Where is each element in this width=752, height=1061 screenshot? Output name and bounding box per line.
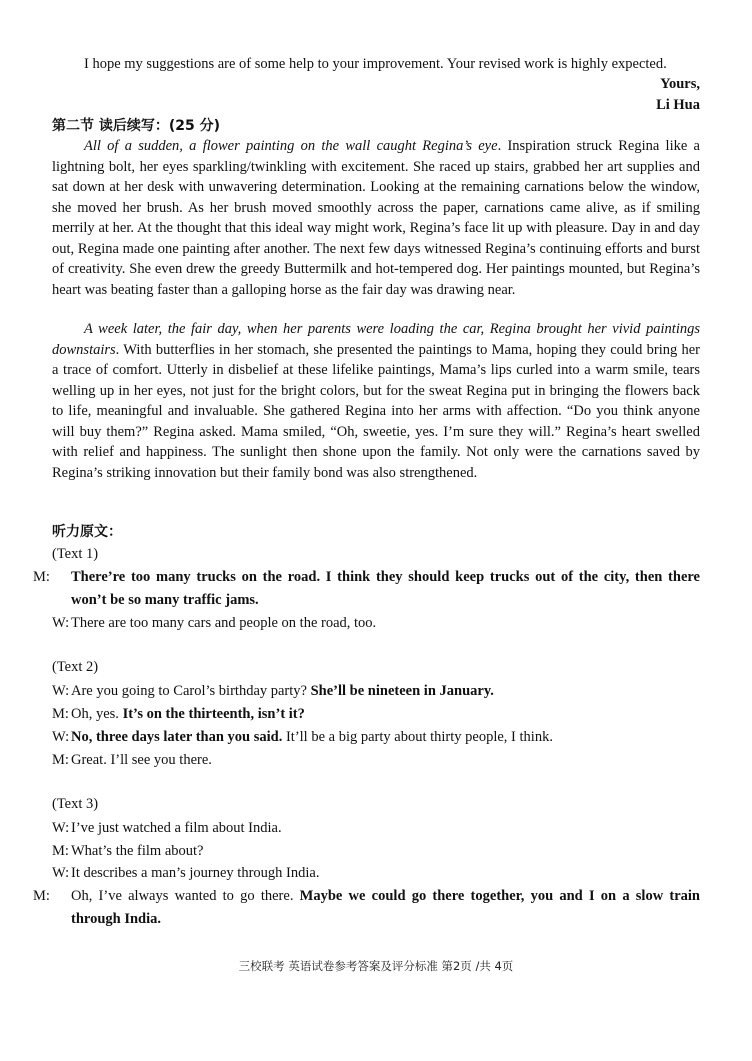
speaker-label: W: bbox=[52, 615, 70, 631]
page-footer: 三校联考 英语试卷参考答案及评分标准 第2页 /共 4页 bbox=[238, 959, 514, 973]
speaker-label: M: bbox=[33, 888, 50, 904]
key-sentence: She’ll be nineteen in January. bbox=[310, 683, 494, 699]
text-2-line-4 bbox=[52, 749, 700, 772]
text-3-line-4 bbox=[33, 885, 700, 930]
text-1-label: (Text 1) bbox=[52, 546, 99, 562]
key-sentence: There’re too many trucks on the road. I think they should keep trucks out of the city, then there won’t be so many traffic jams. bbox=[71, 569, 700, 608]
speaker-label: W: bbox=[52, 865, 70, 881]
text-1-line-1 bbox=[33, 566, 700, 611]
paragraph-1-body: . Inspiration struck Regina like a lightning bolt, her eyes sparkling/twinkling with excitement. She raced up stairs, grabbed her art supplies and sat down at her desk with unwavering determination. Looking at the remaining carnations below the window, she moved her brush. As her brush moved smoothly across the paper, carnations came alive, as if smiling merrily at her. At the thought that this ideal way might work, Regina’s face lit up with pleasure. Day in and day out, Regina made one painting after another. The next few days witnessed Regina’s continuing efforts and burst of creativity. She even drew the greedy Buttermilk and hot-tempered dog. Her paintings mounted, but Regina’s heart was beating faster than a galloping horse as the fair day was drawing near. bbox=[52, 138, 700, 298]
paragraph-2-opening-sentence: A week later, the fair day, when her parents were loading the car, Regina brought her vivid paintings downstairs bbox=[52, 321, 700, 358]
key-sentence: Maybe we could go there together, you and I on a slow train through India. bbox=[71, 888, 700, 927]
text-2-line-3 bbox=[52, 726, 700, 749]
letter-closing-line: I hope my suggestions are of some help to your improvement. Your revised work is highly expected. bbox=[84, 56, 667, 72]
dialogue-text: It describes a man’s journey through India. bbox=[71, 865, 320, 881]
dialogue-text: Are you going to Carol’s birthday party? bbox=[71, 683, 311, 699]
speaker-label: W: bbox=[52, 820, 70, 836]
text-2-line-1 bbox=[52, 680, 700, 703]
dialogue-text: Oh, I’ve always wanted to go there. bbox=[71, 888, 300, 904]
paragraph-2-body: . With butterflies in her stomach, she presented the paintings to Mama, hoping they could bring her a trace of comfort. Utterly in disbelief at these lifelike paintings, Mama’s lips curled into a warm smile, tears welling up in her eyes, not just for the bright colors, but for the sweat Regina put in bringing the flowers back to life, meaningful and invaluable. She gathered Regina into her arms with affection. “Do you think anyone will buy them?” Regina asked. Mama smiled, “Oh, sweetie, yes. I’m sure they will.” Regina’s heart swelled with relief and happiness. The sunlight then shone upon the family. Not only were the carnations saved by Regina’s striking innovation but their family bond was also strengthened. bbox=[52, 341, 700, 481]
text-3-line-3 bbox=[52, 862, 700, 885]
dialogue-text: There are too many cars and people on the road, too. bbox=[71, 615, 377, 631]
dialogue-text: What’s the film about? bbox=[71, 843, 204, 859]
text-2-line-2 bbox=[52, 703, 700, 726]
text-3-label: (Text 3) bbox=[52, 796, 99, 812]
speaker-label: W: bbox=[52, 683, 70, 699]
dialogue-text: It’ll be a big party about thirty people, I think. bbox=[282, 729, 553, 745]
speaker-label: M: bbox=[52, 843, 69, 859]
text-1-line-2 bbox=[52, 612, 700, 635]
dialogue-text: Oh, yes. bbox=[71, 706, 123, 722]
dialogue-text: I’ve just watched a film about India. bbox=[71, 820, 282, 836]
text-3-line-2 bbox=[52, 840, 700, 863]
speaker-label: M: bbox=[52, 706, 69, 722]
text-2-label: (Text 2) bbox=[52, 659, 99, 675]
text-3-line-1 bbox=[52, 817, 700, 840]
dialogue-text: Great. I’ll see you there. bbox=[71, 752, 212, 768]
paragraph-1-opening-sentence: All of a sudden, a flower painting on the wall caught Regina’s eye bbox=[84, 138, 498, 154]
speaker-label: M: bbox=[52, 752, 69, 768]
key-sentence: No, three days later than you said. bbox=[71, 729, 283, 745]
letter-yours: Yours, bbox=[660, 76, 700, 92]
letter-signature: Li Hua bbox=[656, 97, 700, 113]
essay-paragraph-2 bbox=[52, 319, 700, 483]
listening-transcript-title: 听力原文： bbox=[52, 524, 122, 540]
section-title-continuation-writing: 第二节 读后续写：(25 分) bbox=[52, 118, 221, 134]
speaker-label: W: bbox=[52, 729, 70, 745]
speaker-label: M: bbox=[33, 569, 50, 585]
key-sentence: It’s on the thirteenth, isn’t it? bbox=[122, 706, 305, 722]
essay-paragraph-1 bbox=[52, 136, 700, 300]
